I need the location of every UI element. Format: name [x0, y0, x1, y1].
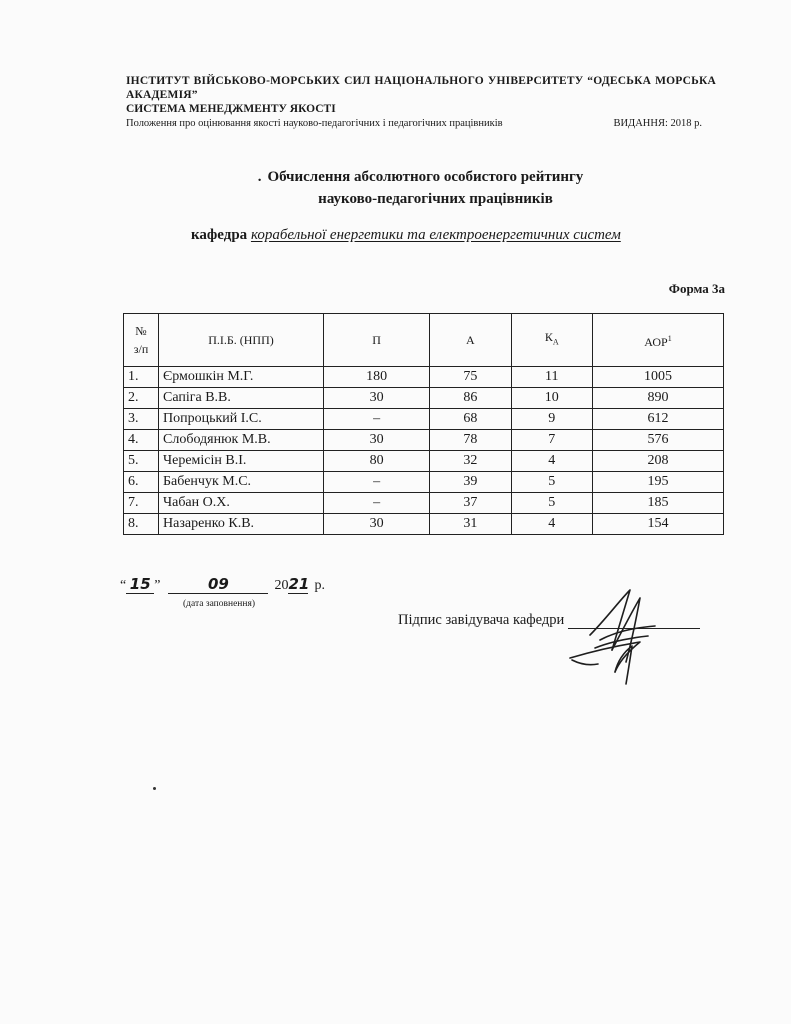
title-line-1: Обчислення абсолютного особистого рейтингу	[267, 169, 584, 185]
row-aor: 890	[593, 388, 724, 409]
header-a: А	[430, 314, 511, 367]
table-row	[124, 409, 724, 430]
row-ka: 7	[511, 430, 592, 451]
row-number: 4.	[124, 430, 159, 451]
row-number: 5.	[124, 451, 159, 472]
rating-table	[123, 313, 724, 535]
row-number: 7.	[124, 493, 159, 514]
row-a: 75	[430, 367, 511, 388]
date-day: 15	[126, 575, 154, 594]
row-p: 30	[324, 514, 430, 535]
row-name: Єрмошкін М.Г.	[159, 367, 324, 388]
table-row	[124, 514, 724, 535]
header-aor-main: АОР	[644, 334, 668, 349]
table-row	[124, 388, 724, 409]
row-name: Сапіга В.В.	[159, 388, 324, 409]
row-name: Назаренко К.В.	[159, 514, 324, 535]
scan-speck	[153, 787, 156, 790]
row-ka: 11	[511, 367, 592, 388]
date-year-unit: р.	[314, 578, 325, 593]
row-p: –	[324, 472, 430, 493]
document-header	[126, 74, 716, 131]
row-a: 39	[430, 472, 511, 493]
row-aor: 154	[593, 514, 724, 535]
row-number: 2.	[124, 388, 159, 409]
date-month: 09	[168, 575, 268, 594]
row-name: Бабенчук М.С.	[159, 472, 324, 493]
row-ka: 4	[511, 451, 592, 472]
form-label: Форма 3а	[668, 281, 725, 296]
fill-date	[120, 575, 325, 594]
header-aor	[593, 314, 724, 367]
row-number: 6.	[124, 472, 159, 493]
handwritten-signature	[560, 580, 670, 690]
date-open-quote: “	[120, 578, 127, 593]
row-aor: 195	[593, 472, 724, 493]
department-line	[191, 227, 621, 244]
row-p: 30	[324, 388, 430, 409]
header-ka-main: К	[544, 330, 553, 345]
department-label: кафедра	[191, 227, 248, 243]
row-aor: 185	[593, 493, 724, 514]
institute-name: ІНСТИТУТ ВІЙСЬКОВО-МОРСЬКИХ СИЛ НАЦІОНАЛЬНОГО УНІВЕРСИТЕТУ “ОДЕСЬКА МОРСЬКА АКАДЕМІЯ”	[126, 75, 716, 101]
row-name: Попроцький І.С.	[159, 409, 324, 430]
row-name: Слободянюк М.В.	[159, 430, 324, 451]
row-number: 8.	[124, 514, 159, 535]
row-a: 68	[430, 409, 511, 430]
row-p: 180	[324, 367, 430, 388]
header-number	[124, 314, 159, 367]
date-year-prefix: 20	[274, 578, 289, 593]
regulation-title: Положення про оцінювання якості науково-педагогічних і педагогічних працівників	[126, 118, 503, 129]
quality-system-label: СИСТЕМА МЕНЕДЖМЕНТУ ЯКОСТІ	[126, 103, 336, 115]
table-row	[124, 472, 724, 493]
date-year-suffix: 21	[288, 575, 310, 593]
header-number-abbr: з/п	[133, 342, 149, 356]
table-row	[124, 367, 724, 388]
row-aor: 576	[593, 430, 724, 451]
header-ka	[511, 314, 592, 367]
row-a: 86	[430, 388, 511, 409]
header-aor-footnote: 1	[667, 333, 672, 343]
header-p: П	[324, 314, 430, 367]
header-name: П.І.Б. (НПП)	[159, 314, 324, 367]
row-name: Чабан О.Х.	[159, 493, 324, 514]
row-name: Черемісін В.І.	[159, 451, 324, 472]
row-aor: 1005	[593, 367, 724, 388]
department-name: корабельної енергетики та електроенергетичних систем	[250, 227, 621, 243]
row-number: 1.	[124, 367, 159, 388]
row-p: 80	[324, 451, 430, 472]
row-aor: 208	[593, 451, 724, 472]
row-number: 3.	[124, 409, 159, 430]
regulation-line	[126, 117, 716, 131]
document-title	[0, 166, 791, 210]
table-row	[124, 451, 724, 472]
row-ka: 5	[511, 493, 592, 514]
row-ka: 9	[511, 409, 592, 430]
row-a: 31	[430, 514, 511, 535]
row-a: 78	[430, 430, 511, 451]
table-row	[124, 493, 724, 514]
edition-label: ВИДАННЯ: 2018 р.	[613, 118, 702, 129]
header-ka-sub: А	[552, 337, 559, 347]
row-a: 32	[430, 451, 511, 472]
row-a: 37	[430, 493, 511, 514]
signature-label: Підпис завідувача кафедри	[398, 612, 565, 628]
table-row	[124, 430, 724, 451]
row-p: 30	[324, 430, 430, 451]
title-line-2: науково-педагогічних працівників	[318, 191, 553, 207]
row-p: –	[324, 409, 430, 430]
date-caption: (дата заповнення)	[183, 599, 255, 609]
header-number-symbol: №	[135, 324, 147, 338]
row-ka: 4	[511, 514, 592, 535]
date-close-quote: ”	[154, 578, 161, 593]
row-ka: 5	[511, 472, 592, 493]
row-p: –	[324, 493, 430, 514]
row-aor: 612	[593, 409, 724, 430]
row-ka: 10	[511, 388, 592, 409]
table-header-row	[124, 314, 724, 367]
title-bullet: .	[257, 169, 262, 185]
